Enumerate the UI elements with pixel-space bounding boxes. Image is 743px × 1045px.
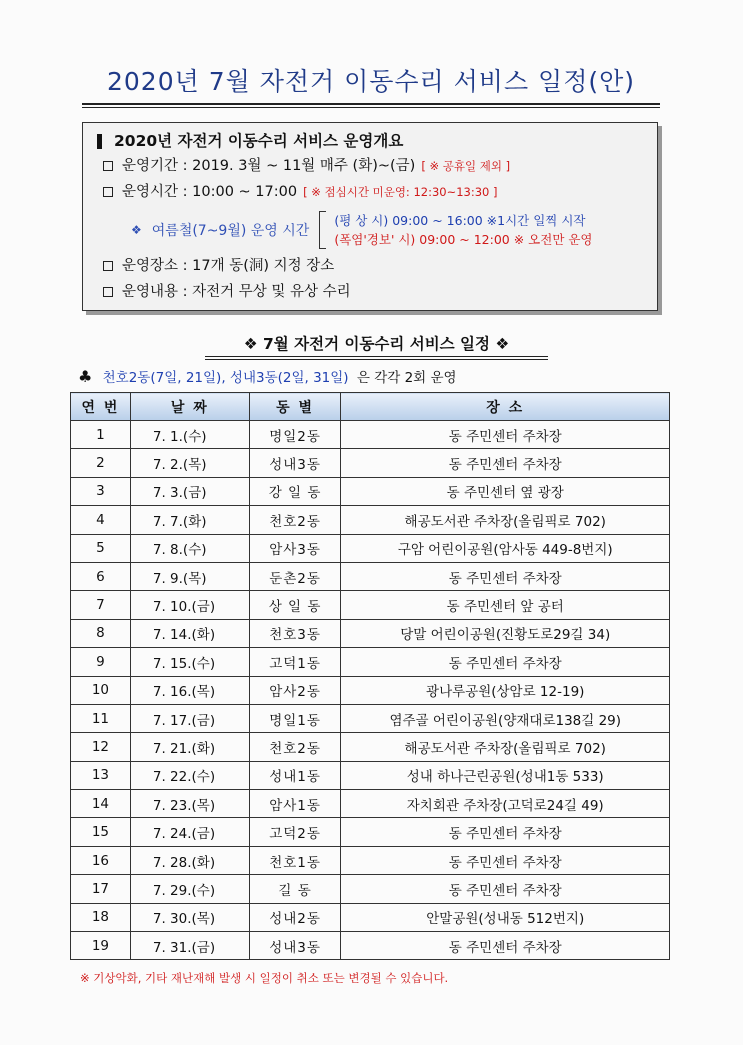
schedule-title-block [205, 332, 548, 360]
schedule-note-highlight: 천호2동(7일, 21일), 성내3동(2일, 31일) [102, 370, 349, 386]
row-date: 7. 14.(화) [130, 619, 249, 647]
footnote: ※ 기상악화, 기타 재난재해 발생 시 일정이 취소 또는 변경될 수 있습니다. [80, 971, 449, 985]
bracket-icon [319, 211, 326, 249]
row-date: 7. 17.(금) [130, 704, 249, 732]
table-row [71, 449, 670, 477]
row-place: 해공도서관 주차장(올림픽로 702) [341, 506, 670, 534]
row-date: 7. 22.(수) [130, 761, 249, 789]
header-date: 날 짜 [130, 393, 249, 421]
table-row [71, 676, 670, 704]
row-date: 7. 16.(목) [130, 676, 249, 704]
row-number: 6 [71, 562, 131, 590]
row-date: 7. 28.(화) [130, 846, 249, 874]
table-row [71, 790, 670, 818]
row-dong: 길 동 [249, 875, 341, 903]
table-row [71, 846, 670, 874]
table-row [71, 534, 670, 562]
row-date: 7. 7.(화) [130, 506, 249, 534]
checkbox-square-icon [103, 161, 113, 171]
operation-content-text: 운영내용 : 자전거 무상 및 유상 수리 [122, 284, 351, 300]
table-row [71, 591, 670, 619]
header-number: 연 번 [71, 393, 131, 421]
row-date: 7. 10.(금) [130, 591, 249, 619]
row-place: 동 주민센터 주차장 [341, 875, 670, 903]
row-date: 7. 8.(수) [130, 534, 249, 562]
summer-heat-hours: (폭염'경보' 시) 09:00 ~ 12:00 ※ 오전만 운영 [334, 232, 593, 247]
table-row [71, 562, 670, 590]
header-dong: 동 별 [249, 393, 341, 421]
schedule-note-rest: 은 각각 2회 운영 [356, 370, 457, 386]
row-number: 1 [71, 421, 131, 449]
table-row [71, 903, 670, 931]
row-place: 광나루공원(상암로 12-19) [341, 676, 670, 704]
row-dong: 강 일 동 [249, 477, 341, 505]
title-underline [82, 103, 660, 108]
row-place: 해공도서관 주차장(올림픽로 702) [341, 733, 670, 761]
schedule-note [78, 367, 457, 388]
row-dong: 암사2동 [249, 676, 341, 704]
row-place: 동 주민센터 주차장 [341, 449, 670, 477]
operation-hours-text: 운영시간 : 10:00 ~ 17:00 [122, 184, 298, 200]
row-number: 19 [71, 932, 131, 960]
row-dong: 성내2동 [249, 903, 341, 931]
header-place: 장 소 [341, 393, 670, 421]
row-date: 7. 31.(금) [130, 932, 249, 960]
table-row [71, 875, 670, 903]
table-row [71, 704, 670, 732]
row-place: 자치회관 주차장(고덕로24길 49) [341, 790, 670, 818]
row-place: 동 주민센터 주차장 [341, 846, 670, 874]
row-number: 7 [71, 591, 131, 619]
row-date: 7. 1.(수) [130, 421, 249, 449]
table-row [71, 733, 670, 761]
table-row [71, 818, 670, 846]
row-date: 7. 30.(목) [130, 903, 249, 931]
overview-heading [97, 129, 643, 153]
row-dong: 암사3동 [249, 534, 341, 562]
row-place: 안말공원(성내동 512번지) [341, 903, 670, 931]
row-dong: 고덕2동 [249, 818, 341, 846]
operation-content [97, 279, 643, 305]
table-row [71, 648, 670, 676]
row-date: 7. 9.(목) [130, 562, 249, 590]
row-place: 동 주민센터 주차장 [341, 648, 670, 676]
table-body [71, 421, 670, 960]
row-place: 당말 어린이공원(진황도로29길 34) [341, 619, 670, 647]
row-dong: 명일1동 [249, 704, 341, 732]
row-dong: 성내3동 [249, 932, 341, 960]
row-dong: 암사1동 [249, 790, 341, 818]
checkbox-square-icon [103, 187, 113, 197]
row-number: 16 [71, 846, 131, 874]
club-icon: ♣ [78, 367, 93, 386]
operation-location [97, 253, 643, 279]
operation-location-text: 운영장소 : 17개 동(洞) 지정 장소 [122, 258, 335, 274]
row-dong: 성내3동 [249, 449, 341, 477]
table-row [71, 477, 670, 505]
overview-heading-text: 2020년 자전거 이동수리 서비스 운영개요 [114, 132, 404, 150]
row-dong: 명일2동 [249, 421, 341, 449]
row-number: 5 [71, 534, 131, 562]
page-title: 2020년 7월 자전거 이동수리 서비스 일정(안) [106, 67, 636, 96]
row-dong: 고덕1동 [249, 648, 341, 676]
operation-hours-note: [ ※ 점심시간 미운영: 12:30~13:30 ] [303, 185, 498, 199]
row-place: 동 주민센터 주차장 [341, 421, 670, 449]
row-place: 구암 어린이공원(암사동 449-8번지) [341, 534, 670, 562]
row-number: 14 [71, 790, 131, 818]
table-row [71, 761, 670, 789]
row-number: 18 [71, 903, 131, 931]
operation-period-note: [ ※ 공휴일 제외 ] [421, 159, 511, 173]
row-number: 12 [71, 733, 131, 761]
row-number: 8 [71, 619, 131, 647]
checkbox-square-icon [103, 261, 113, 271]
row-date: 7. 24.(금) [130, 818, 249, 846]
row-place: 동 주민센터 옆 광장 [341, 477, 670, 505]
heading-bar-icon [97, 134, 102, 149]
row-date: 7. 21.(화) [130, 733, 249, 761]
summer-normal-hours: (평 상 시) 09:00 ~ 16:00 ※1시간 일찍 시작 [334, 213, 586, 228]
schedule-table [70, 392, 670, 960]
diamond-icon: ❖ [131, 223, 142, 237]
row-dong: 상 일 동 [249, 591, 341, 619]
overview-box [82, 122, 658, 311]
row-number: 3 [71, 477, 131, 505]
schedule-title-underline [205, 356, 548, 360]
row-number: 4 [71, 506, 131, 534]
row-dong: 천호1동 [249, 846, 341, 874]
schedule-title: ❖ 7월 자전거 이동수리 서비스 일정 ❖ [243, 335, 510, 353]
table-row [71, 506, 670, 534]
table-row [71, 619, 670, 647]
table-header-row [71, 393, 670, 421]
row-date: 7. 29.(수) [130, 875, 249, 903]
title-block [82, 62, 660, 108]
summer-hours [97, 207, 643, 253]
table-row [71, 932, 670, 960]
row-number: 15 [71, 818, 131, 846]
operation-hours [97, 179, 643, 205]
row-place: 동 주민센터 앞 공터 [341, 591, 670, 619]
row-date: 7. 2.(목) [130, 449, 249, 477]
summer-hours-details [334, 211, 592, 249]
row-date: 7. 15.(수) [130, 648, 249, 676]
row-number: 11 [71, 704, 131, 732]
row-number: 9 [71, 648, 131, 676]
row-dong: 천호2동 [249, 506, 341, 534]
row-date: 7. 23.(목) [130, 790, 249, 818]
row-place: 동 주민센터 주차장 [341, 818, 670, 846]
row-date: 7. 3.(금) [130, 477, 249, 505]
row-place: 성내 하나근린공원(성내1동 533) [341, 761, 670, 789]
table-row [71, 421, 670, 449]
operation-period-text: 운영기간 : 2019. 3월 ~ 11월 매주 (화)~(금) [122, 158, 416, 174]
row-number: 10 [71, 676, 131, 704]
summer-hours-label: 여름철(7~9월) 운영 시간 [151, 223, 310, 239]
row-number: 17 [71, 875, 131, 903]
row-dong: 천호3동 [249, 619, 341, 647]
checkbox-square-icon [103, 287, 113, 297]
row-place: 염주골 어린이공원(양재대로138길 29) [341, 704, 670, 732]
row-number: 2 [71, 449, 131, 477]
row-place: 동 주민센터 주차장 [341, 562, 670, 590]
row-dong: 성내1동 [249, 761, 341, 789]
row-dong: 천호2동 [249, 733, 341, 761]
row-place: 동 주민센터 주차장 [341, 932, 670, 960]
row-number: 13 [71, 761, 131, 789]
row-dong: 둔촌2동 [249, 562, 341, 590]
operation-period [97, 153, 643, 179]
